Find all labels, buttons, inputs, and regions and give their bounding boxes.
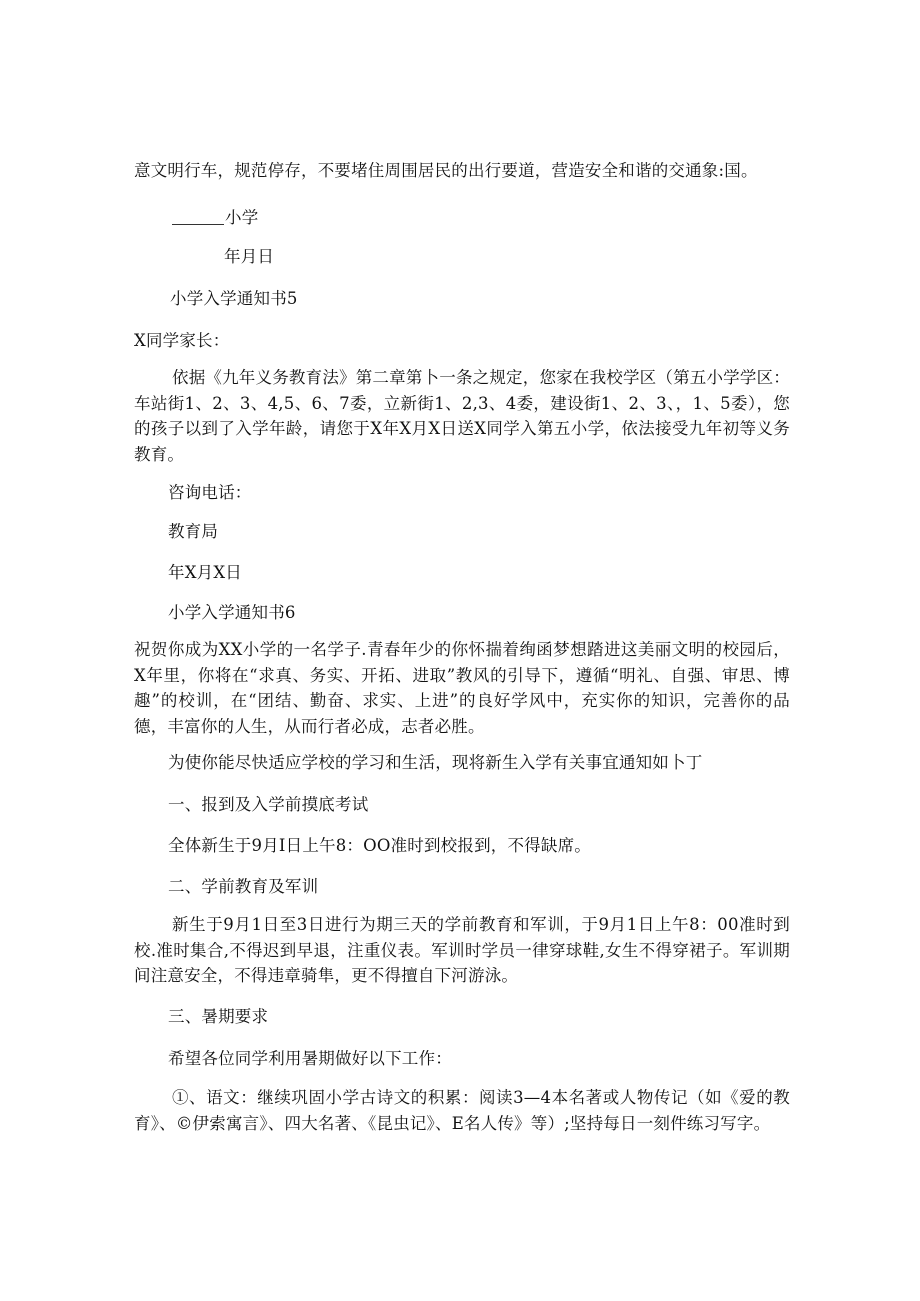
notice5-title: 小学入学通知书5 xyxy=(170,289,298,308)
text-line-traffic: 意文明行车，规范停存，不要堵住周围居民的出行要道，营造安全和谐的交通象:国。 xyxy=(134,161,758,180)
consult-phone-label: 咨询电话： xyxy=(168,483,252,502)
intro-line: 为使你能尽快适应学校的学习和生活，现将新生入学有关事宜通知如卜丁 xyxy=(168,753,703,772)
edu-bureau: 教育局 xyxy=(168,522,219,541)
notice6-body: 祝贺你成为XX小学的一名学子.青春年少的你怀揣着绚函梦想踏进这美丽文明的校园后，X年里，你将在“求真、务实、开拓、进取”教风的引导下，遵循“明礼、自强、审思、博趣”的校训，在“团结、勤奋、求实、上进”的良好学风中，充实你的知识，完善你的品德，丰富你的人生，从而行者必成，志者必胜。 xyxy=(134,640,790,736)
summer-item-chinese: ①、语文：继续巩固小学古诗文的积累：阅读3—4本名著或人物传记（如《爱的教育》、©伊索寓言》、四大名著、《昆虫记》、E名人传》等）;坚持每日一刻件练习写字。 xyxy=(134,1088,790,1133)
section1-title: 一、报到及入学前摸底考试 xyxy=(168,795,369,814)
date-line-2: 年X月X日 xyxy=(168,563,242,582)
date-line-1: 年月日 xyxy=(224,247,275,266)
notice5-salutation: X同学家长： xyxy=(134,331,230,350)
blank-underline xyxy=(172,208,224,225)
school-signature-text: 小学 xyxy=(225,208,259,227)
school-signature xyxy=(172,205,258,231)
section2-title: 二、学前教育及军训 xyxy=(168,877,319,896)
section3-title: 三、暑期要求 xyxy=(168,1007,269,1026)
section2-body: 新生于9月1日至3日进行为期三天的学前教育和军训，于9月1日上午8：00准时到校.准时集合,不得迟到早退，注重仪表。军训时学员一律穿球鞋,女生不得穿裙子。军训期间注意安全，不得违章骑隼，更不得擅自下河游泳。 xyxy=(134,915,790,985)
notice6-title: 小学入学通知书6 xyxy=(168,603,296,622)
notice5-body: 依据《九年义务教育法》第二章第卜一条之规定，您家在我校学区（第五小学学区：车站街1、2、3、4,5、6、7委，立新街1、2,3、4委，建设街1、2、3、，1、5委），您的孩子以到了入学年龄，请您于X年X月X日送X同学入第五小学，依法接受九年初等义务教育。 xyxy=(134,368,790,464)
section3-intro: 希望各位同学利用暑期做好以下工作： xyxy=(168,1049,452,1068)
section1-body: 全体新生于9月I日上午8：OO准时到校报到，不得缺席。 xyxy=(168,836,591,855)
